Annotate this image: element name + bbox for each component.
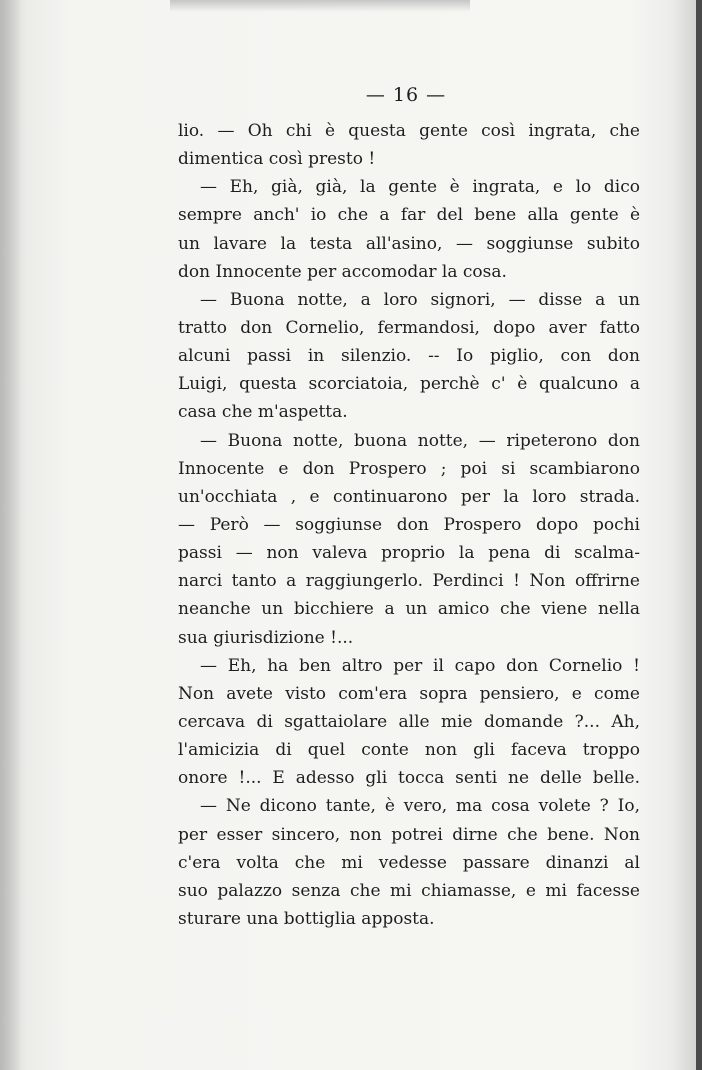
text-line: — Buona notte, buona notte, — ripeterono don xyxy=(200,430,640,451)
text-line: Non avete visto com'era sopra pensiero, e come xyxy=(178,683,640,704)
text-line: don Innocente per accomodar la cosa. xyxy=(178,261,507,282)
text-line: tratto don Cornelio, fermandosi, dopo aver fatto xyxy=(178,317,640,338)
page-edge xyxy=(696,0,702,1070)
text-line: passi — non valeva proprio la pena di scalma- xyxy=(178,543,640,564)
text-line: — Eh, già, già, la gente è ingrata, e lo dico xyxy=(200,177,640,198)
text-line: alcuni passi in silenzio. -- Io piglio, con don xyxy=(178,346,640,367)
text-line: neanche un bicchiere a un amico che viene nella xyxy=(178,599,640,620)
text-line: l'amicizia di quel conte non gli faceva troppo xyxy=(178,740,640,761)
text-line: sua giurisdizione !... xyxy=(178,627,354,648)
text-line: un lavare la testa all'asino, — soggiunse subito xyxy=(178,233,640,254)
body-text xyxy=(178,117,640,933)
gutter-shadow xyxy=(0,0,22,1070)
text-line: per esser sincero, non potrei dirne che bene. Non xyxy=(178,824,640,845)
text-line: — Ne dicono tante, è vero, ma cosa volete ? Io, xyxy=(200,796,640,817)
scan-smudge xyxy=(170,0,470,12)
text-line: dimentica così presto ! xyxy=(178,149,376,170)
text-line: un'occhiata , e continuarono per la loro strada. xyxy=(178,486,640,507)
text-line: cercava di sgattaiolare alle mie domande ?... Ah, xyxy=(178,711,640,732)
text-line: Luigi, questa scorciatoia, perchè c' è qualcuno a xyxy=(178,374,640,395)
text-line: narci tanto a raggiungerlo. Perdinci ! Non offrirne xyxy=(178,571,640,592)
text-line: sturare una bottiglia apposta. xyxy=(178,908,435,929)
text-line: casa che m'aspetta. xyxy=(178,402,348,423)
text-line: suo palazzo senza che mi chiamasse, e mi facesse xyxy=(178,880,640,901)
text-line: lio. — Oh chi è questa gente così ingrata, che xyxy=(178,121,640,141)
text-line: — Eh, ha ben altro per il capo don Cornelio ! xyxy=(200,655,640,676)
text-line: — Però — soggiunse don Prospero dopo pochi xyxy=(178,514,640,535)
text-line: — Buona notte, a loro signori, — disse a un xyxy=(200,289,640,310)
text-line: sempre anch' io che a far del bene alla gente è xyxy=(178,205,640,226)
text-line: c'era volta che mi vedesse passare dinanzi al xyxy=(178,852,640,873)
text-line: onore !... E adesso gli tocca senti ne delle belle. xyxy=(178,768,640,789)
text-line: Innocente e don Prospero ; poi si scambiarono xyxy=(178,458,640,479)
page-number: — 16 — xyxy=(365,84,447,106)
